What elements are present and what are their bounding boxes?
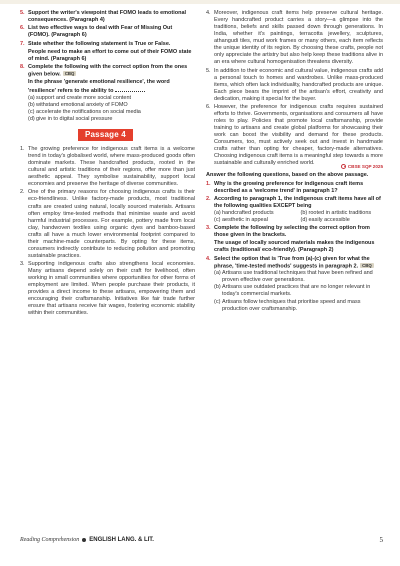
option-letter: (a)	[214, 270, 221, 277]
question-number: 3.	[206, 225, 211, 232]
option-letter: (a)	[28, 94, 35, 101]
question-b4	[206, 256, 383, 313]
option-text: accelerate the notifications on social media	[36, 108, 141, 115]
option[interactable]	[214, 270, 383, 284]
question-number: 1.	[206, 180, 211, 187]
question-statement: The usage of locally sourced materials makes the indigenous crafts (traditional/ eco-friendly). (Paragraph 2)	[214, 240, 375, 254]
question-text-span: Complete the following with the correct option from the ones given below.	[28, 63, 188, 78]
option[interactable]	[28, 109, 195, 116]
paragraph-text: However, the preference for indigenous crafts requires sustained efforts to thrive. Governments, organisations and consumers all have roles to play. Policies that promote local craftsmanship, provide training to artisans and create global platforms for showcasing their work can boost the visibility and demand for these products. Consumers, too, must actively seek out and invest in handmade crafts rather than opting for cheaper, factory-made alternatives. Choosing indigenous craft items is a meaningful step towards a more sustainable and culturally enriched world.	[214, 103, 383, 167]
paragraph-number: 6.	[206, 103, 211, 110]
passage-paragraph-6	[206, 104, 383, 167]
option-letter: (b)	[28, 101, 35, 108]
right-column	[206, 10, 383, 314]
question-text: State whether the following statement is True or False.	[28, 40, 171, 47]
question-b2	[206, 196, 383, 224]
question-statement	[28, 79, 195, 94]
question-6	[20, 25, 195, 39]
question-8	[20, 64, 195, 123]
option-letter: (d)	[300, 217, 308, 224]
bullet-dot	[82, 538, 86, 542]
question-text	[28, 64, 195, 79]
paragraph-text: Moreover, indigenous craft items help preserve cultural heritage. Every handcrafted product carries a story—a glimpse into the traditions, beliefs and skills passed down through generations. In India, whether it's paintings, terracotta jewellery, sculptures, athangudi tiles, mud work frames or many others, each item reflects the unique identity of its region. By choosing these crafts, people not only appreciate the artistry but also help keep these traditions alive in an era where cultural homogenisation threatens diversity.	[214, 10, 383, 66]
passage-paragraph-4	[206, 10, 383, 66]
option-letter: (c)	[28, 108, 35, 115]
option-text: Artisans use outdated practices that are no longer relevant in today's commercial markets.	[222, 284, 371, 298]
question-number: 6.	[20, 25, 25, 32]
option-text: give in to digital social pressure	[36, 115, 113, 122]
answer-blank[interactable]	[115, 87, 145, 92]
option[interactable]	[301, 217, 384, 224]
option-letter: (b)	[214, 284, 221, 291]
paragraph-number: 4.	[206, 10, 211, 16]
option[interactable]	[301, 210, 384, 217]
question-text: Support the writer's viewpoint that FOMO leads to emotional consequences. (Paragraph 4)	[28, 10, 187, 24]
options-list	[214, 270, 383, 312]
option-letter: (b)	[300, 210, 308, 217]
question-number: 7.	[20, 40, 25, 47]
paragraph-number: 5.	[206, 67, 211, 74]
option-text: support and create more social content	[36, 94, 132, 101]
question-text: Why is the growing preference for indigenous craft items described as a 'welcome trend' in paragraph 1?	[214, 180, 364, 194]
paragraph-number: 3.	[20, 261, 25, 268]
option[interactable]	[28, 102, 195, 109]
cbq-badge: CBQ	[64, 70, 75, 76]
options-list	[28, 95, 195, 123]
option-letter: (d)	[28, 115, 35, 122]
paragraph-text: In addition to their economic and cultural value, indigenous crafts add a personal touch to homes and wardrobes. Unlike mass-produced items, which often lack individuality, handcrafted products are unique. Each piece bears the imprint of the artisan's effort, creativity and dedication, making it special for the buyer.	[214, 67, 383, 102]
source-tag	[341, 163, 383, 170]
cbq-badge: CBQ	[362, 262, 372, 268]
option[interactable]	[214, 210, 297, 217]
source-icon	[341, 164, 346, 169]
source-text: CBSE SQP 2025	[347, 163, 383, 169]
question-number: 5.	[20, 10, 25, 16]
instructions: Answer the following questions, based on the above passage.	[206, 171, 369, 178]
top-band	[0, 0, 400, 4]
question-number: 8.	[20, 63, 25, 70]
left-column	[20, 10, 195, 319]
paragraph-text: One of the primary reasons for choosing indigenous crafts is their eco-friendliness. Unlike factory-made products, most traditional crafts are created using natural, locally sourced materials. Artisans often employ time-tested methods that minimise waste and avoid harmful industrial processes. For example, pottery made from local clay, handwoven textiles using organic dyes and bamboo-based crafts all have a much lower environmental footprint compared to their machine-made counterparts. By opting for these items, consumers indirectly contribute to reducing pollution and promoting sustainable practices.	[28, 189, 195, 259]
option[interactable]	[214, 217, 297, 224]
option-letter: (a)	[214, 210, 221, 217]
passage-label: Passage 4	[78, 129, 133, 141]
question-number: 4.	[206, 255, 211, 262]
option-letter: (c)	[214, 217, 221, 224]
question-text: According to paragraph 1, the indigenous craft items have all of the following qualities EXCEPT being	[214, 195, 381, 210]
question-text: Complete the following by selecting the correct option from those given in the brackets.	[214, 225, 370, 239]
option[interactable]	[214, 299, 383, 313]
question-7	[20, 41, 195, 63]
paragraph-text: Supporting indigenous crafts also strengthens local economies. Many artisans depend solely on their craft for livelihood, often working in small communities where opportunities for other forms of employment are limited. When people purchase their products, it provides a direct income to these artisans, empowering them and encouraging their craftsmanship. Initiatives like fair trade further ensure that artisans receive fair wages, fostering economic stability within their communities.	[28, 261, 195, 317]
paragraph-number: 2.	[20, 189, 25, 196]
paragraph-number: 1.	[20, 145, 25, 152]
option-text: Artisans use traditional techniques that have been refined and proven effective over generations.	[222, 270, 373, 284]
question-number: 2.	[206, 195, 211, 202]
footer-title: Reading Comprehension	[20, 537, 80, 543]
option-text: aesthetic in appeal	[222, 217, 268, 224]
question-text	[214, 256, 383, 271]
question-text-span: Select the option that is 'True from (a)-(c) given for what the phrase, 'time-tested methods' suggests in paragraph 2.	[214, 255, 370, 270]
option-letter: (c)	[214, 298, 221, 305]
question-b1	[206, 181, 383, 195]
option-text: rooted in artistic traditions	[308, 210, 372, 217]
page-number: 5	[379, 536, 383, 544]
page-footer	[20, 535, 383, 545]
option[interactable]	[214, 284, 383, 298]
options-grid	[214, 210, 383, 224]
question-statement: People need to make an effort to come out of their FOMO state of mind. (Paragraph 6)	[28, 48, 192, 62]
option-text: Artisans follow techniques that prioritise speed and mass production over craftsmanship.	[222, 298, 361, 312]
passage-paragraph-2	[20, 189, 195, 259]
question-text: List two effective ways to deal with Fear of Missing Out (FOMO). (Paragraph 6)	[28, 25, 173, 39]
paragraph-text: The growing preference for indigenous craft items is a welcome trend in today's globalised world, where mass-produced goods often dominate markets. These handcrafted products, rooted in the cultural and artistic traditions of their regions, offer more than just aesthetic appeal. They symbolise sustainability, support local economies and preserve the heritage of diverse communities.	[28, 145, 195, 188]
option-text: withstand emotional anxiety of FOMO	[36, 101, 128, 108]
option[interactable]	[28, 116, 195, 123]
passage-paragraph-3	[20, 261, 195, 317]
option-text: handcrafted products	[222, 210, 274, 217]
footer-subject: ENGLISH LANG. & LIT.	[89, 537, 154, 543]
passage-paragraph-1	[20, 146, 195, 188]
statement-span: In the phrase 'generate emotional resilience', the word 'resilience' refers to the ability to	[28, 79, 170, 94]
question-b3	[206, 225, 383, 254]
option-text: easily accessible	[308, 217, 350, 224]
passage-paragraph-5	[206, 68, 383, 103]
option[interactable]	[28, 95, 195, 102]
question-5	[20, 10, 195, 24]
